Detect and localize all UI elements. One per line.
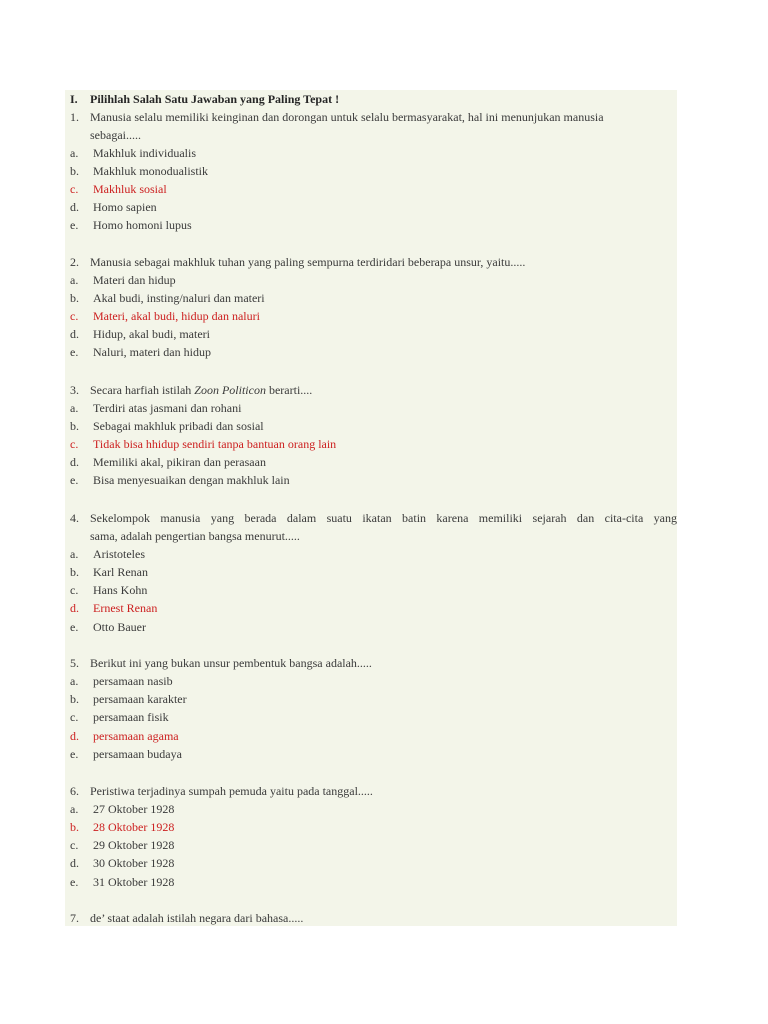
question-2-line-1: Manusia sebagai makhluk tuhan yang paling sempurna terdiridari beberapa unsur, yaitu.....: [90, 255, 526, 269]
question-4-number: 4.: [70, 511, 79, 525]
option-text: Homo homoni lupus: [93, 218, 192, 232]
option-text: Ernest Renan: [93, 601, 158, 615]
option-letter: a.: [70, 273, 79, 287]
option: [70, 198, 675, 216]
question-7-line-1: de’ staat adalah istilah negara dari bahasa.....: [90, 911, 304, 925]
option-letter: b.: [70, 820, 79, 834]
option-letter: d.: [70, 729, 79, 743]
option-text: persamaan nasib: [93, 674, 173, 688]
option: [70, 471, 675, 489]
question-4-text: [70, 509, 675, 527]
question-5-number: 5.: [70, 656, 79, 670]
option: [70, 800, 675, 818]
option-letter: a.: [70, 547, 79, 561]
option-letter: d.: [70, 327, 79, 341]
question-7-number: 7.: [70, 911, 79, 925]
option: [70, 216, 675, 234]
option: [70, 271, 675, 289]
option-text: Akal budi, insting/naluri dan materi: [93, 291, 265, 305]
option-text: 31 Oktober 1928: [93, 875, 175, 889]
option-text: persamaan budaya: [93, 747, 182, 761]
option-letter: e.: [70, 218, 79, 232]
option: [70, 618, 675, 636]
question-1-line-1: Manusia selalu memiliki keinginan dan dorongan untuk selalu bermasyarakat, hal ini menunjukan manusia: [90, 110, 604, 124]
option-text: Otto Bauer: [93, 620, 146, 634]
option-letter: a.: [70, 802, 79, 816]
option-text: Hans Kohn: [93, 583, 148, 597]
question-3-number: 3.: [70, 383, 79, 397]
option-text: Naluri, materi dan hidup: [93, 345, 211, 359]
option-correct: [70, 435, 675, 453]
option-text: 28 Oktober 1928: [93, 820, 175, 834]
option: [70, 289, 675, 307]
section-heading: [70, 90, 675, 108]
option-text: Materi dan hidup: [93, 273, 176, 287]
option-letter: c.: [70, 838, 79, 852]
question-3-italic-term: Zoon Politicon: [194, 383, 266, 397]
option: [70, 836, 675, 854]
option-letter: e.: [70, 345, 79, 359]
option-correct: [70, 818, 675, 836]
option-letter: b.: [70, 164, 79, 178]
option: [70, 563, 675, 581]
option-letter: e.: [70, 875, 79, 889]
question-6-line-1: Peristiwa terjadinya sumpah pemuda yaitu pada tanggal.....: [90, 784, 373, 798]
option: [70, 672, 675, 690]
option-text: Aristoteles: [93, 547, 145, 561]
question-4-line-1: Sekelompok manusia yang berada dalam suatu ikatan batin karena memiliki sejarah dan cita-cita yang: [90, 511, 677, 525]
option-correct: [70, 180, 675, 198]
option-letter: d.: [70, 601, 79, 615]
question-6-text: [70, 782, 675, 800]
option-text: Homo sapien: [93, 200, 157, 214]
option-letter: a.: [70, 401, 79, 415]
option-letter: e.: [70, 473, 79, 487]
section-label: I.: [70, 92, 78, 106]
question-6-number: 6.: [70, 784, 79, 798]
option: [70, 581, 675, 599]
option-letter: b.: [70, 565, 79, 579]
option: [70, 144, 675, 162]
option: [70, 690, 675, 708]
option-text: Karl Renan: [93, 565, 148, 579]
question-3-suffix: berarti....: [265, 383, 313, 397]
option-text: 30 Oktober 1928: [93, 856, 175, 870]
option-text: persamaan fisik: [93, 710, 169, 724]
option-letter: b.: [70, 291, 79, 305]
question-4-line-2: sama, adalah pengertian bangsa menurut.....: [90, 529, 300, 543]
option: [70, 708, 675, 726]
option-letter: d.: [70, 856, 79, 870]
question-3-prefix: Secara harfiah istilah: [90, 383, 195, 397]
option-text: 27 Oktober 1928: [93, 802, 175, 816]
option-letter: e.: [70, 747, 79, 761]
option-letter: c.: [70, 182, 79, 196]
option-letter: b.: [70, 419, 79, 433]
section-title: Pilihlah Salah Satu Jawaban yang Paling Tepat !: [90, 92, 340, 106]
question-2-text: [70, 253, 675, 271]
option-text: Terdiri atas jasmani dan rohani: [93, 401, 242, 415]
option: [70, 399, 675, 417]
option: [70, 745, 675, 763]
option-text: Materi, akal budi, hidup dan naluri: [93, 309, 260, 323]
option-letter: c.: [70, 710, 79, 724]
option-text: Makhluk sosial: [93, 182, 167, 196]
option: [70, 417, 675, 435]
question-5-text: [70, 654, 675, 672]
option-letter: c.: [70, 437, 79, 451]
option: [70, 343, 675, 361]
question-7-text: [70, 909, 675, 927]
option: [70, 873, 675, 891]
option-text: Bisa menyesuaikan dengan makhluk lain: [93, 473, 290, 487]
option-letter: c.: [70, 583, 79, 597]
question-5-line-1: Berikut ini yang bukan unsur pembentuk bangsa adalah.....: [90, 656, 372, 670]
option-text: Makhluk individualis: [93, 146, 196, 160]
option: [70, 325, 675, 343]
option-text: Memiliki akal, pikiran dan perasaan: [93, 455, 266, 469]
option-text: Sebagai makhluk pribadi dan sosial: [93, 419, 264, 433]
option-correct: [70, 307, 675, 325]
option-letter: c.: [70, 309, 79, 323]
document-page: [65, 90, 677, 926]
option: [70, 854, 675, 872]
option-letter: d.: [70, 200, 79, 214]
option-letter: a.: [70, 146, 79, 160]
option-letter: d.: [70, 455, 79, 469]
question-1-text: [70, 108, 675, 126]
option-text: Tidak bisa hhidup sendiri tanpa bantuan orang lain: [93, 437, 337, 451]
option: [70, 453, 675, 471]
question-2-number: 2.: [70, 255, 79, 269]
option-letter: b.: [70, 692, 79, 706]
question-1-line-2: sebagai.....: [90, 128, 141, 142]
option-correct: [70, 599, 675, 617]
option-letter: e.: [70, 620, 79, 634]
option-text: Makhluk monodualistik: [93, 164, 208, 178]
option-text: Hidup, akal budi, materi: [93, 327, 210, 341]
option-letter: a.: [70, 674, 79, 688]
option-text: persamaan karakter: [93, 692, 187, 706]
question-1-number: 1.: [70, 110, 79, 124]
option-text: 29 Oktober 1928: [93, 838, 175, 852]
option-correct: [70, 727, 675, 745]
option: [70, 545, 675, 563]
option: [70, 162, 675, 180]
option-text: persamaan agama: [93, 729, 179, 743]
question-3-text: [70, 381, 675, 399]
